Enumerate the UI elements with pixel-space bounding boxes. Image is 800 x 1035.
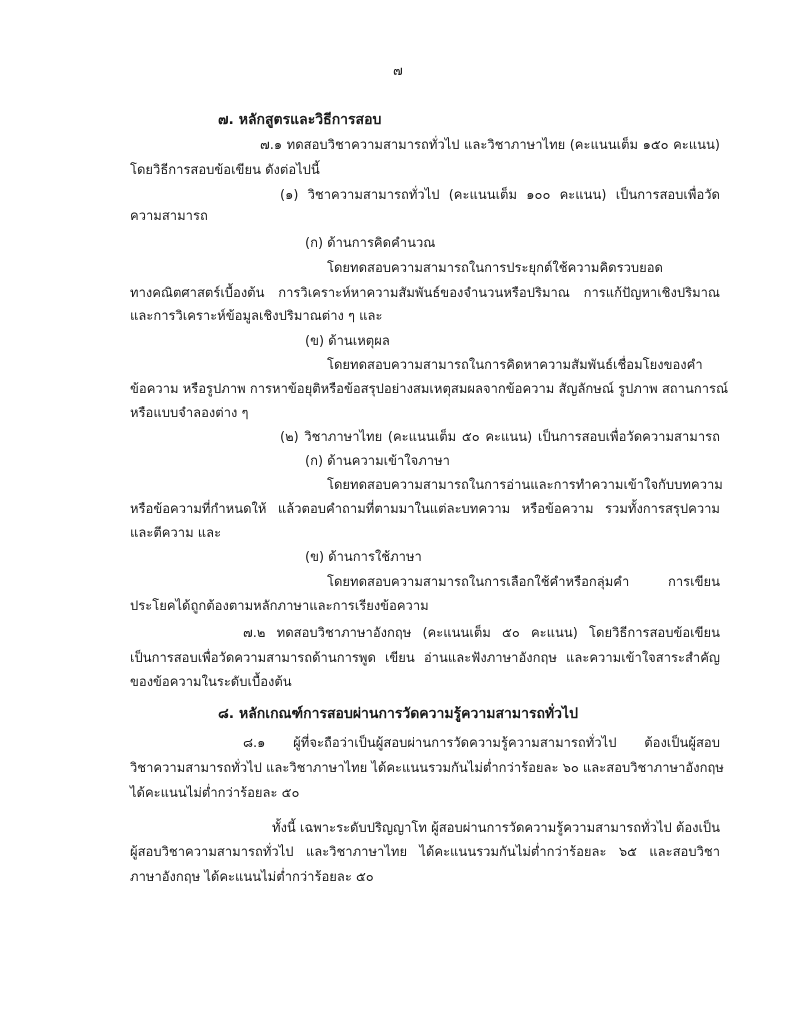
- item-1b-line-2: ข้อความ หรือรูปภาพ การหาข้อยุติหรือข้อสรุปอย่างสมเหตุสมผลจากข้อความ สัญลักษณ์ รูปภาพ สถานการณ์: [130, 382, 729, 397]
- item-1b-line-3: หรือแบบจำลองต่าง ๆ: [130, 406, 249, 421]
- note-line-2: ผู้สอบวิชาความสามารถทั่วไป และวิชาภาษาไทย ได้คะแนนรวมกันไม่ต่ำกว่าร้อยละ ๖๕ และสอบวิชา: [130, 845, 720, 860]
- note-line-1: ทั้งนี้ เฉพาะระดับปริญญาโท ผู้สอบผ่านการวัดความรู้ความสามารถทั่วไป ต้องเป็น: [272, 821, 721, 836]
- item-2-line-1: (๒) วิชาภาษาไทย (คะแนนเต็ม ๕๐ คะแนน) เป็นการสอบเพื่อวัดความสามารถ: [280, 430, 720, 445]
- section-7-2-line-2: เป็นการสอบเพื่อวัดความสามารถด้านการพูด เขียน อ่านและฟังภาษาอังกฤษ และความเข้าใจสาระสำคัญ: [130, 651, 720, 666]
- item-1a-line-1: โดยทดสอบความสามารถในการประยุกต์ใช้ความคิดรวบยอด: [327, 261, 663, 276]
- item-1b-line-1: โดยทดสอบความสามารถในการคิดหาความสัมพันธ์เชื่อมโยงของคำ: [327, 358, 703, 373]
- section-7-2-line-1: ๗.๒ ทดสอบวิชาภาษาอังกฤษ (คะแนนเต็ม ๕๐ คะแนน) โดยวิธีการสอบข้อเขียน: [243, 626, 720, 641]
- item-1a-line-3: และการวิเคราะห์ข้อมูลเชิงปริมาณต่าง ๆ และ: [130, 309, 383, 324]
- item-2a-title: (ก) ด้านความเข้าใจภาษา: [305, 454, 450, 469]
- section-7-heading: ๗. หลักสูตรและวิธีการสอบ: [218, 112, 382, 128]
- section-8-1-line-1: ๘.๑ ผู้ที่จะถือว่าเป็นผู้สอบผ่านการวัดความรู้ความสามารถทั่วไป ต้องเป็นผู้สอบ: [243, 736, 720, 751]
- section-7-1-line-1: ๗.๑ ทดสอบวิชาความสามารถทั่วไป และวิชาภาษาไทย (คะแนนเต็ม ๑๕๐ คะแนน): [260, 138, 720, 153]
- item-2b-line-2: ประโยคได้ถูกต้องตามหลักภาษาและการเรียงข้อความ: [130, 599, 429, 614]
- item-2a-line-1: โดยทดสอบความสามารถในการอ่านและการทำความเข้าใจกับบทความ: [327, 478, 723, 493]
- note-line-3: ภาษาอังกฤษ ได้คะแนนไม่ต่ำกว่าร้อยละ ๕๐: [130, 870, 374, 885]
- item-1-line-2: ความสามารถ: [130, 209, 208, 224]
- item-2b-line-1: โดยทดสอบความสามารถในการเลือกใช้คำหรือกลุ่มคำ การเขียน: [327, 575, 720, 590]
- item-2a-line-3: และตีความ และ: [130, 526, 222, 541]
- page-number: ๗: [393, 64, 403, 79]
- item-1a-line-2: ทางคณิตศาสตร์เบื้องต้น การวิเคราะห์หาความสัมพันธ์ของจำนวนหรือปริมาณ การแก้ปัญหาเชิงปริมาณ: [130, 286, 720, 301]
- section-8-heading: ๘. หลักเกณฑ์การสอบผ่านการวัดความรู้ความสามารถทั่วไป: [218, 706, 578, 722]
- item-1b-title: (ข) ด้านเหตุผล: [305, 334, 390, 349]
- item-2a-line-2: หรือข้อความที่กำหนดให้ แล้วตอบคำถามที่ตามมาในแต่ละบทความ หรือข้อความ รวมทั้งการสรุปความ: [130, 502, 720, 517]
- section-8-1-line-2: วิชาความสามารถทั่วไป และวิชาภาษาไทย ได้คะแนนรวมกันไม่ต่ำกว่าร้อยละ ๖๐ และสอบวิชาภาษาอังกฤษ: [130, 761, 724, 776]
- item-1-line-1: (๑) วิชาความสามารถทั่วไป (คะแนนเต็ม ๑๐๐ คะแนน) เป็นการสอบเพื่อวัด: [280, 188, 720, 203]
- section-8-1-line-3: ได้คะแนนไม่ต่ำกว่าร้อยละ ๕๐: [130, 786, 300, 801]
- item-1a-title: (ก) ด้านการคิดคำนวณ: [305, 236, 436, 251]
- section-7-1-line-2: โดยวิธีการสอบข้อเขียน ดังต่อไปนี้: [130, 163, 320, 178]
- section-7-2-line-3: ของข้อความในระดับเบื้องต้น: [130, 675, 292, 690]
- item-2b-title: (ข) ด้านการใช้ภาษา: [305, 550, 422, 565]
